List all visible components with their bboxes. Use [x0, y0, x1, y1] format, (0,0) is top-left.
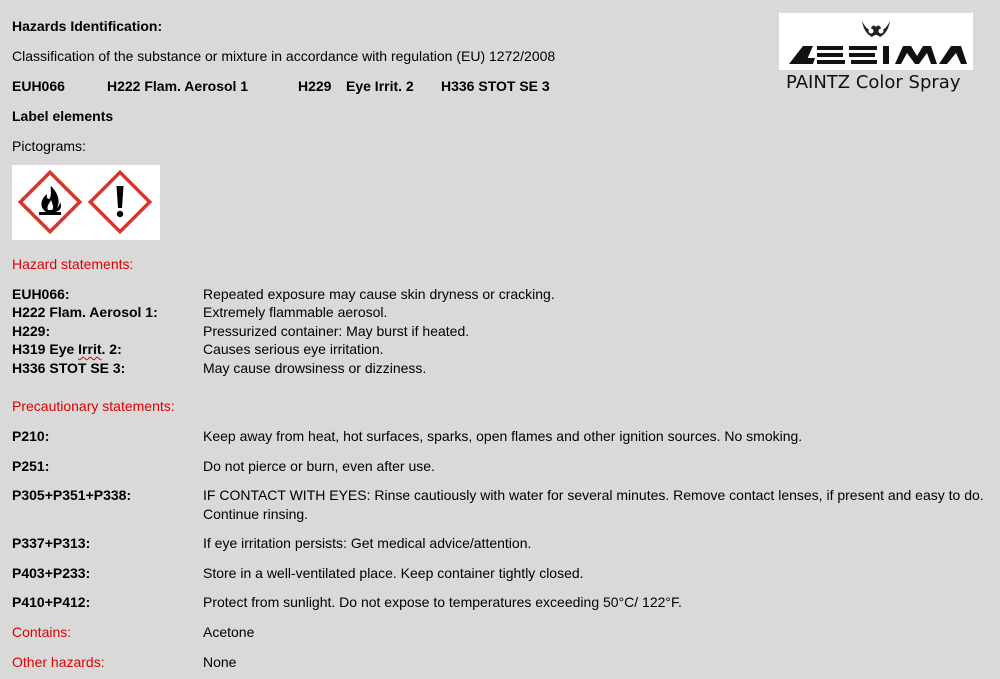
- flame-icon: [20, 172, 79, 231]
- precautionary-statements-heading: Precautionary statements:: [12, 398, 175, 414]
- code-h222: H222 Flam. Aerosol 1: [107, 78, 249, 94]
- label-elements-heading: Label elements: [12, 108, 114, 124]
- hazard-code: EUH066:: [12, 286, 70, 302]
- precaution-code: P251:: [12, 458, 50, 474]
- precaution-text: Keep away from heat, hot surfaces, sparks, open flames and other ignition sources. No smoking.: [203, 428, 803, 444]
- hazard-text: Causes serious eye irritation.: [203, 341, 384, 357]
- code-h336: H336 STOT SE 3: [441, 78, 550, 94]
- code-eye-irrit: Eye Irrit. 2: [346, 78, 414, 94]
- precaution-code: P210:: [12, 428, 50, 444]
- pictograms-label: Pictograms:: [12, 138, 86, 154]
- exclamation-icon: [90, 172, 149, 231]
- precaution-code: P403+P233:: [12, 565, 91, 581]
- hazard-code: H229:: [12, 323, 51, 339]
- pictograms-panel: [12, 165, 160, 240]
- contains-value: Acetone: [203, 624, 255, 640]
- contains-label: Contains:: [12, 624, 72, 640]
- spellcheck-word: Irrit: [78, 341, 102, 357]
- precaution-text: Store in a well-ventilated place. Keep container tightly closed.: [203, 565, 584, 581]
- precaution-text-continued: Continue rinsing.: [203, 506, 309, 522]
- hazard-code: [12, 341, 122, 357]
- precaution-text: IF CONTACT WITH EYES: Rinse cautiously with water for several minutes. Remove contact lenses, if present and easy to do.: [203, 487, 984, 503]
- hazards-title: Hazards Identification:: [12, 18, 163, 34]
- code-euh066: EUH066: [12, 78, 65, 94]
- hazard-text: Pressurized container: May burst if heated.: [203, 323, 470, 339]
- hazard-text: Extremely flammable aerosol.: [203, 304, 388, 320]
- hazard-statements-heading: Hazard statements:: [12, 256, 134, 272]
- absima-logo-mark: [779, 13, 973, 70]
- classification-text: Classification of the substance or mixture in accordance with regulation (EU) 1272/2008: [12, 48, 556, 64]
- precaution-code: P410+P412:: [12, 594, 91, 610]
- hazard-code-pre: H319 Eye: [12, 341, 79, 357]
- absima-logo: [779, 13, 973, 70]
- hazard-text: May cause drowsiness or dizziness.: [203, 360, 427, 376]
- other-hazards-value: None: [203, 654, 237, 670]
- code-h229: H229: [298, 78, 332, 94]
- precaution-code: P305+P351+P338:: [12, 487, 132, 503]
- other-hazards-label: Other hazards:: [12, 654, 105, 670]
- hazard-text: Repeated exposure may cause skin dryness or cracking.: [203, 286, 555, 302]
- product-subtitle: PAINTZ Color Spray: [786, 72, 961, 93]
- hazard-code-post: . 2:: [101, 341, 122, 357]
- precaution-text: If eye irritation persists: Get medical advice/attention.: [203, 535, 532, 551]
- hazard-code: H222 Flam. Aerosol 1:: [12, 304, 158, 320]
- precaution-code: P337+P313:: [12, 535, 91, 551]
- precaution-text: Do not pierce or burn, even after use.: [203, 458, 435, 474]
- precaution-text: Protect from sunlight. Do not expose to temperatures exceeding 50°C/ 122°F.: [203, 594, 682, 610]
- hazard-code: H336 STOT SE 3:: [12, 360, 126, 376]
